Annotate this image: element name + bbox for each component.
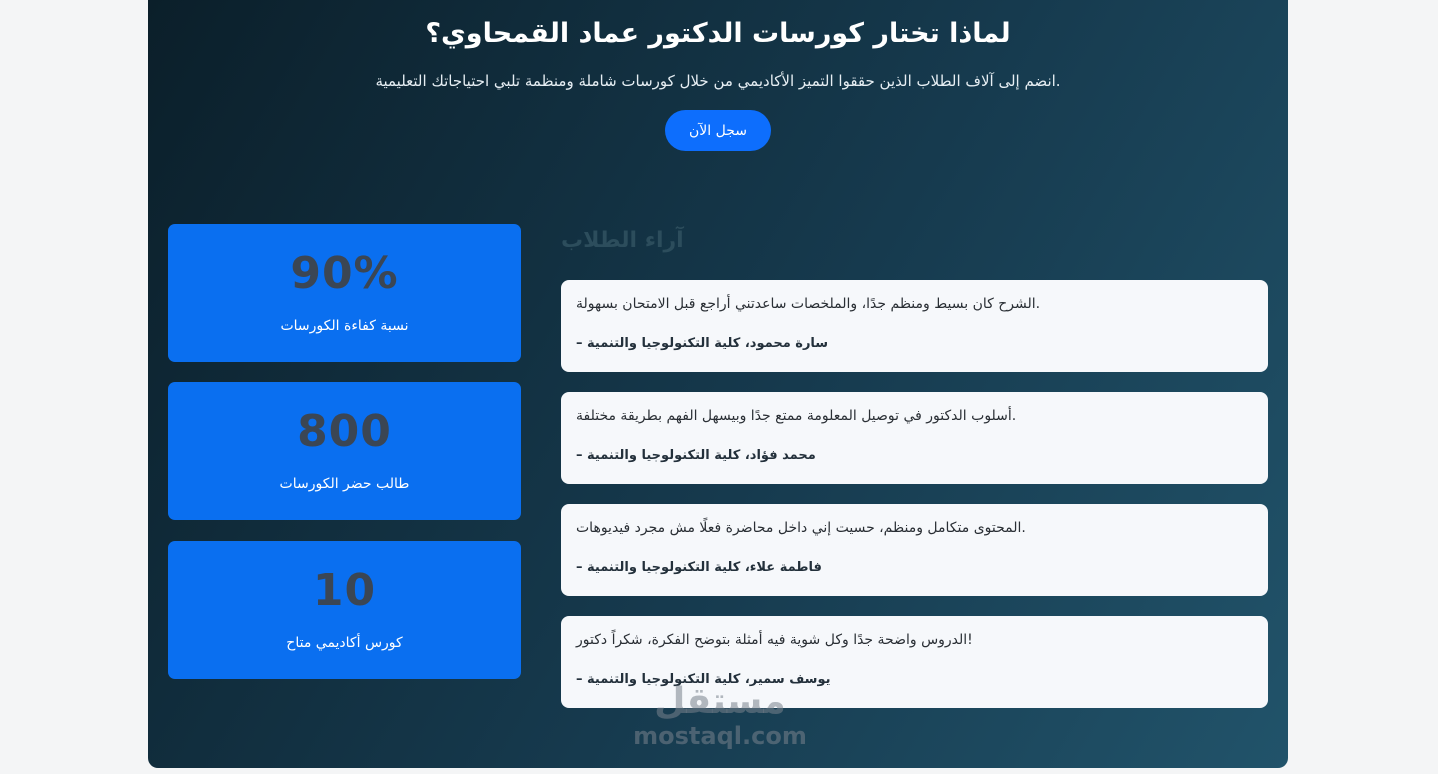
review-quote: .أسلوب الدكتور في توصيل المعلومة ممتع جدًا وبيسهل الفهم بطريقة مختلفة (576, 408, 1017, 424)
review-author: سارة محمود، كلية التكنولوجيا والتنمية – (576, 336, 829, 351)
review-quote: !الدروس واضحة جدًا وكل شوية فيه أمثلة بتوضح الفكرة، شكراً دكتور (576, 632, 973, 648)
section-subtitle: .انضم إلى آلاف الطلاب الذين حققوا التميز الأكاديمي من خلال كورسات شاملة ومنظمة تلبي احتياجاتك التعليمية (375, 72, 1061, 90)
review-card (561, 392, 1268, 484)
review-card (561, 616, 1268, 708)
stat-card-efficiency (168, 224, 521, 362)
review-author: فاطمة علاء، كلية التكنولوجيا والتنمية – (576, 560, 822, 575)
stat-label: كورس أكاديمي متاح (286, 635, 403, 651)
section-title: لماذا تختار كورسات الدكتور عماد القمحاوي؟ (425, 18, 1011, 49)
reviews-heading: آراء الطلاب (561, 228, 684, 253)
review-card (561, 280, 1268, 372)
review-quote: .المحتوى متكامل ومنظم، حسيت إني داخل محاضرة فعلًا مش مجرد فيديوهات (576, 520, 1026, 536)
why-choose-section (148, 0, 1288, 768)
stat-value: 90% (290, 248, 399, 299)
review-author: محمد فؤاد، كلية التكنولوجيا والتنمية – (576, 448, 816, 463)
watermark-arabic: مستقل (654, 681, 786, 722)
review-card (561, 504, 1268, 596)
review-quote: .الشرح كان بسيط ومنظم جدًا، والملخصات ساعدتني أراجع قبل الامتحان بسهولة (576, 296, 1041, 312)
stat-value: 800 (297, 406, 392, 457)
stat-card-students (168, 382, 521, 520)
register-now-button[interactable]: سجل الآن (665, 110, 771, 151)
stat-label: طالب حضر الكورسات (279, 476, 410, 492)
stat-value: 10 (312, 565, 377, 616)
watermark-url: mostaql.com (633, 722, 807, 750)
stat-card-courses (168, 541, 521, 679)
review-author: يوسف سمير، كلية التكنولوجيا والتنمية – (576, 672, 831, 687)
stat-label: نسبة كفاءة الكورسات (280, 318, 409, 334)
